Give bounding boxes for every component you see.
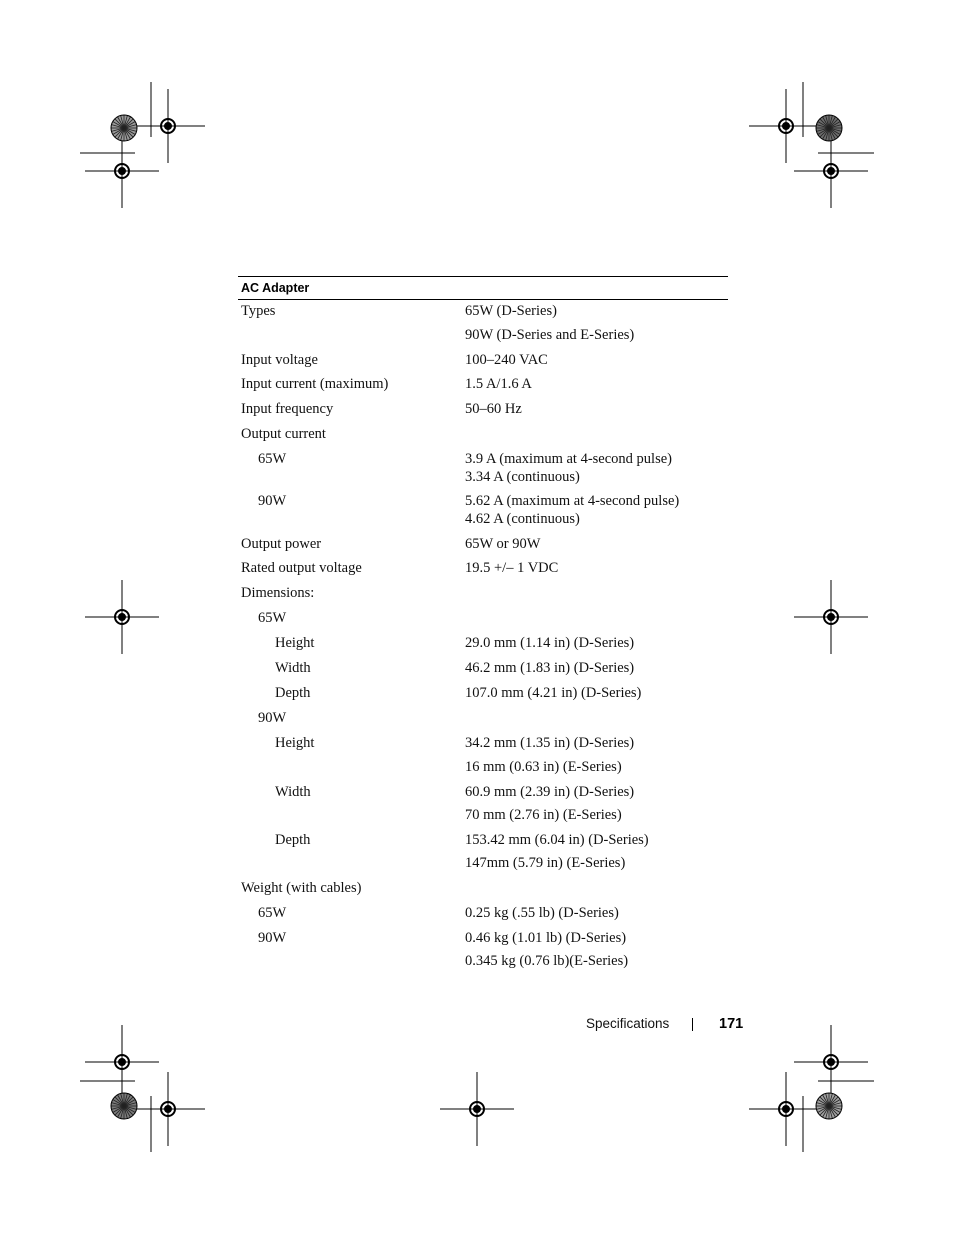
value-line: 3.9 A (maximum at 4-second pulse)	[465, 451, 672, 467]
row-label: 90W	[258, 493, 287, 509]
row-label: Height	[275, 735, 315, 751]
row-value	[465, 451, 672, 486]
registration-target-icon	[440, 1072, 514, 1146]
row-label: Output current	[241, 426, 326, 442]
value-line: 34.2 mm (1.35 in) (D-Series)	[465, 735, 635, 751]
value-line: 29.0 mm (1.14 in) (D-Series)	[465, 635, 635, 651]
row-value	[465, 905, 619, 923]
value-line: 60.9 mm (2.39 in) (D-Series)	[465, 784, 635, 800]
row-label: Width	[275, 660, 311, 676]
row-value	[465, 327, 634, 345]
value-line: 65W (D-Series)	[465, 303, 557, 319]
row-label: Width	[275, 784, 311, 800]
registration-target-icon	[85, 134, 159, 208]
row-value	[465, 401, 522, 419]
row-value	[465, 660, 634, 678]
value-line: 46.2 mm (1.83 in) (D-Series)	[465, 660, 635, 676]
row-label: Depth	[275, 685, 311, 701]
row-label: Input frequency	[241, 401, 334, 417]
value-line: 0.25 kg (.55 lb) (D-Series)	[465, 905, 619, 921]
registration-target-icon	[85, 580, 159, 654]
color-starburst-icon	[111, 1093, 137, 1119]
value-line: 16 mm (0.63 in) (E-Series)	[465, 759, 622, 775]
row-label: Rated output voltage	[241, 560, 362, 576]
row-label: 65W	[258, 610, 287, 626]
row-label: Depth	[275, 832, 311, 848]
row-label: Input current (maximum)	[241, 376, 389, 392]
row-value	[465, 303, 557, 321]
value-line: 19.5 +/– 1 VDC	[465, 560, 559, 576]
ac-adapter-spec-table	[238, 276, 728, 969]
row-value	[465, 685, 641, 703]
registration-target-icon	[749, 1072, 823, 1146]
row-value	[465, 759, 622, 777]
value-line: 107.0 mm (4.21 in) (D-Series)	[465, 685, 642, 701]
value-line: 1.5 A/1.6 A	[465, 376, 532, 392]
row-value	[465, 784, 634, 825]
row-value	[465, 635, 634, 653]
registration-target-icon	[794, 1025, 868, 1099]
value-line: 65W or 90W	[465, 536, 541, 552]
row-label: Weight (with cables)	[241, 880, 362, 896]
footer-separator	[692, 1018, 693, 1031]
row-value	[465, 376, 532, 394]
value-line: 5.62 A (maximum at 4-second pulse)	[465, 493, 680, 509]
row-label: Dimensions:	[241, 585, 315, 601]
row-value	[465, 930, 628, 971]
row-label: Height	[275, 635, 315, 651]
row-label: Output power	[241, 536, 322, 552]
value-line: 0.345 kg (0.76 lb)(E-Series)	[465, 953, 629, 969]
row-value	[465, 832, 649, 873]
row-label: 65W	[258, 451, 287, 467]
row-value	[465, 735, 634, 753]
color-starburst-icon	[816, 115, 842, 141]
registration-target-icon	[794, 580, 868, 654]
row-label: 90W	[258, 710, 287, 726]
row-value	[465, 536, 540, 554]
value-line: 50–60 Hz	[465, 401, 522, 417]
page-number: 171	[719, 1016, 744, 1032]
registration-target-icon	[85, 1025, 159, 1099]
row-label: 90W	[258, 930, 287, 946]
row-label: Types	[241, 303, 276, 319]
row-value	[465, 352, 548, 370]
row-value	[465, 560, 558, 578]
row-label: 65W	[258, 905, 287, 921]
row-value	[465, 493, 679, 528]
registration-target-icon	[131, 89, 205, 163]
value-line: 4.62 A (continuous)	[465, 510, 580, 527]
value-line: 153.42 mm (6.04 in) (D-Series)	[465, 832, 649, 848]
value-line: 70 mm (2.76 in) (E-Series)	[465, 807, 622, 823]
registration-target-icon	[131, 1072, 205, 1146]
color-starburst-icon	[816, 1093, 842, 1119]
registration-target-icon	[794, 134, 868, 208]
value-line: 3.34 A (continuous)	[465, 468, 580, 485]
row-label: Input voltage	[241, 352, 318, 368]
value-line: 0.46 kg (1.01 lb) (D-Series)	[465, 930, 627, 946]
value-line: 100–240 VAC	[465, 352, 548, 368]
value-line: 90W (D-Series and E-Series)	[465, 327, 635, 343]
footer-section-title: Specifications	[586, 1016, 670, 1031]
registration-target-icon	[749, 89, 823, 163]
color-starburst-icon	[111, 115, 137, 141]
table-title: AC Adapter	[238, 276, 728, 300]
value-line: 147mm (5.79 in) (E-Series)	[465, 855, 626, 871]
